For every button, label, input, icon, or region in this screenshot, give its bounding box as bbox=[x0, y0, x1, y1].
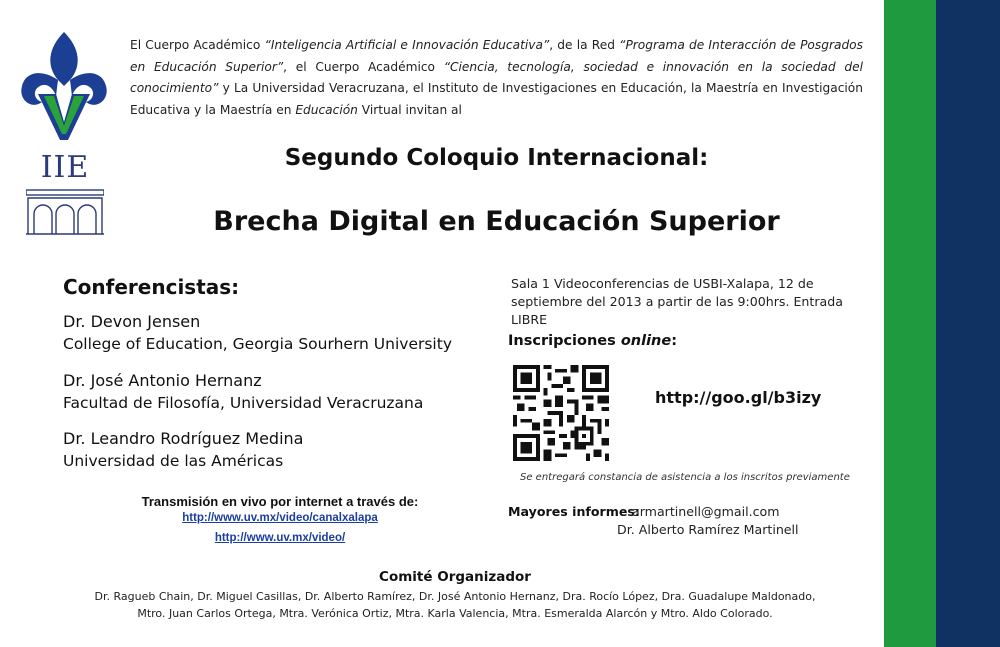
intro-text: , el Cuerpo Académico bbox=[283, 59, 444, 74]
qr-code-icon[interactable] bbox=[513, 365, 609, 461]
stream-link-canal[interactable]: http://www.uv.mx/video/canalxalapa bbox=[182, 512, 378, 524]
registration-heading bbox=[508, 333, 677, 349]
venue-details: Sala 1 Videoconferencias de USBI-Xalapa, 12 de septiembre del 2013 a partir de las 9:00hrs. Entrada LIBRE bbox=[511, 276, 843, 327]
event-title: Segundo Coloquio Internacional: bbox=[284, 145, 709, 171]
speaker-name: Dr. Leandro Rodríguez Medina bbox=[63, 429, 304, 448]
arches-icon bbox=[26, 188, 104, 236]
speaker-affiliation: Universidad de las Américas bbox=[63, 452, 284, 470]
intro-text: El Cuerpo Académico bbox=[130, 38, 265, 52]
committee-members-line: Mtro. Juan Carlos Ortega, Mtra. Verónica Ortiz, Mtra. Karla Valencia, Mtra. Esmeralda Alarcón y Mtro. Aldo Colorado. bbox=[137, 607, 773, 620]
blue-side-stripe bbox=[936, 0, 1000, 647]
intro-red: “Programa de Interacción de Posgrados en Educación Superior” bbox=[130, 38, 863, 74]
speaker-name: Dr. Devon Jensen bbox=[63, 312, 201, 331]
certificate-note: Se entregará constancia de asistencia a los inscritos previamente bbox=[520, 472, 850, 483]
registration-label-colon: : bbox=[671, 333, 678, 349]
committee-title: Comité Organizador bbox=[379, 569, 531, 585]
streaming-info bbox=[130, 494, 430, 544]
iie-logo bbox=[22, 150, 108, 240]
intro-text: y La Universidad Veracruzana, el Instituto de Investigaciones en Educación, la Maestría en Investigación Educativa y la Maestría en bbox=[130, 81, 863, 117]
speaker-affiliation: Facultad de Filosofía, Universidad Veracruzana bbox=[63, 394, 424, 412]
intro-ca2: “Ciencia, tecnología, sociedad e innovación en la sociedad del conocimiento” bbox=[130, 59, 863, 95]
speaker-item bbox=[63, 428, 303, 472]
speaker-affiliation: College of Education, Georgia Sourhern University bbox=[63, 335, 452, 353]
speaker-name: Dr. José Antonio Hernanz bbox=[63, 371, 262, 390]
registration-label: Inscripciones bbox=[508, 333, 621, 349]
speakers-heading: Conferencistas: bbox=[63, 275, 240, 299]
uv-logo-icon bbox=[18, 30, 110, 142]
info-label: Mayores informes: bbox=[508, 504, 640, 519]
stream-link-video[interactable]: http://www.uv.mx/video/ bbox=[214, 532, 346, 544]
intro-text: Virtual invitan al bbox=[357, 102, 462, 117]
speaker-item bbox=[63, 370, 423, 414]
streaming-title: Transmisión en vivo por internet a través de: bbox=[141, 494, 419, 509]
intro-ca1: “Inteligencia Artificial e Innovación Educativa” bbox=[264, 38, 550, 52]
intro-text: , de la Red bbox=[549, 38, 620, 52]
registration-url[interactable]: http://goo.gl/b3izy bbox=[655, 388, 822, 407]
intro-paragraph bbox=[130, 35, 863, 121]
intro-edu: Educación bbox=[295, 102, 358, 117]
info-contact-name: Dr. Alberto Ramírez Martinell bbox=[617, 522, 799, 537]
organizing-committee bbox=[60, 569, 850, 622]
green-side-stripe bbox=[884, 0, 936, 647]
event-subtitle: Brecha Digital en Educación Superior bbox=[213, 206, 780, 237]
committee-members-line: Dr. Ragueb Chain, Dr. Miguel Casillas, Dr. Alberto Ramírez, Dr. José Antonio Hernanz, Dra. Rocío López, Dra. Guadalupe Maldonado, bbox=[94, 590, 816, 603]
iie-logo-text: IIE bbox=[40, 150, 90, 185]
registration-label-online: online bbox=[620, 333, 672, 349]
info-email[interactable]: armartinell@gmail.com bbox=[632, 504, 780, 519]
speaker-item bbox=[63, 311, 452, 355]
